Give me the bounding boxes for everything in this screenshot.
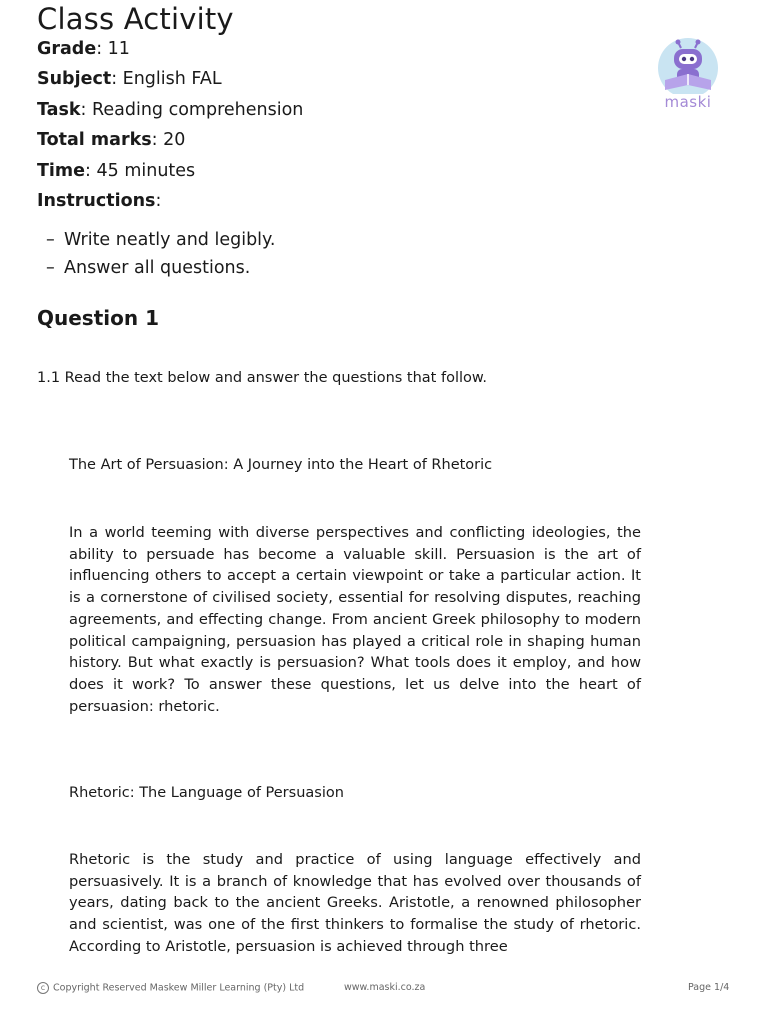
text-title: The Art of Persuasion: A Journey into the Heart of Rhetoric <box>69 457 493 473</box>
meta-value: : English FAL <box>111 69 222 89</box>
meta-total-marks <box>37 130 185 150</box>
meta-label: Task <box>37 100 81 120</box>
paragraph: In a world teeming with diverse perspectives and conflicting ideologies, the ability to persuade has become a valuable skill. Persuasion is the art of influencing others to accept a certain viewpoint or take a particular action. It is a cornerstone of civilised society, essential for resolving disputes, reaching agreements, and effecting change. From ancient Greek philosophy to modern political campaigning, persuasion has played a critical role in shaping human history. But what exactly is persuasion? What tools does it employ, and how does it work? To answer these questions, let us delve into the heart of persuasion: rhetoric. <box>69 524 641 715</box>
maski-logo <box>655 38 721 114</box>
meta-value: : 45 minutes <box>85 161 196 181</box>
meta-value: : 20 <box>151 130 186 150</box>
meta-task <box>37 100 303 120</box>
list-item-text: Write neatly and legibly. <box>64 230 276 250</box>
list-item <box>46 226 275 254</box>
meta-instructions <box>37 191 161 211</box>
meta-label: Instructions <box>37 191 156 211</box>
meta-label: Time <box>37 161 86 181</box>
logo-text: maski <box>664 93 712 111</box>
meta-label: Subject <box>37 69 112 89</box>
meta-grade <box>37 39 130 59</box>
copyright-text: Copyright Reserved Maskew Miller Learning (Pty) Ltd <box>53 982 305 994</box>
question-heading: Question 1 <box>37 306 159 330</box>
dash-bullet: – <box>46 258 55 278</box>
meta-value: : Reading comprehension <box>80 100 304 120</box>
list-item-text: Answer all questions. <box>64 258 251 278</box>
page-title: Class Activity <box>37 2 234 36</box>
footer-website[interactable]: www.maski.co.za <box>344 982 426 993</box>
meta-time <box>37 161 195 181</box>
footer-page-number: Page 1/4 <box>688 982 730 993</box>
meta-value: : 11 <box>96 39 130 59</box>
footer-copyright <box>37 982 304 994</box>
list-item <box>46 254 275 282</box>
meta-label: Grade <box>37 39 97 59</box>
meta-value: : <box>155 191 162 211</box>
dash-bullet: – <box>46 230 55 250</box>
question-instruction: 1.1 Read the text below and answer the questions that follow. <box>37 370 488 386</box>
meta-subject <box>37 69 222 89</box>
instruction-list <box>46 226 275 282</box>
copyright-icon: c <box>37 982 49 994</box>
robot-icon <box>655 38 721 94</box>
meta-label: Total marks <box>37 130 152 150</box>
section-title: Rhetoric: The Language of Persuasion <box>69 785 344 801</box>
paragraph: Rhetoric is the study and practice of using language effectively and persuasively. It is a branch of knowledge that has evolved over thousands of years, dating back to the ancient Greeks. Aristotle, a renowned philosopher and scientist, was one of the first thinkers to formalise the study of rhetoric. According to Aristotle, persuasion is achieved through three <box>69 851 641 955</box>
